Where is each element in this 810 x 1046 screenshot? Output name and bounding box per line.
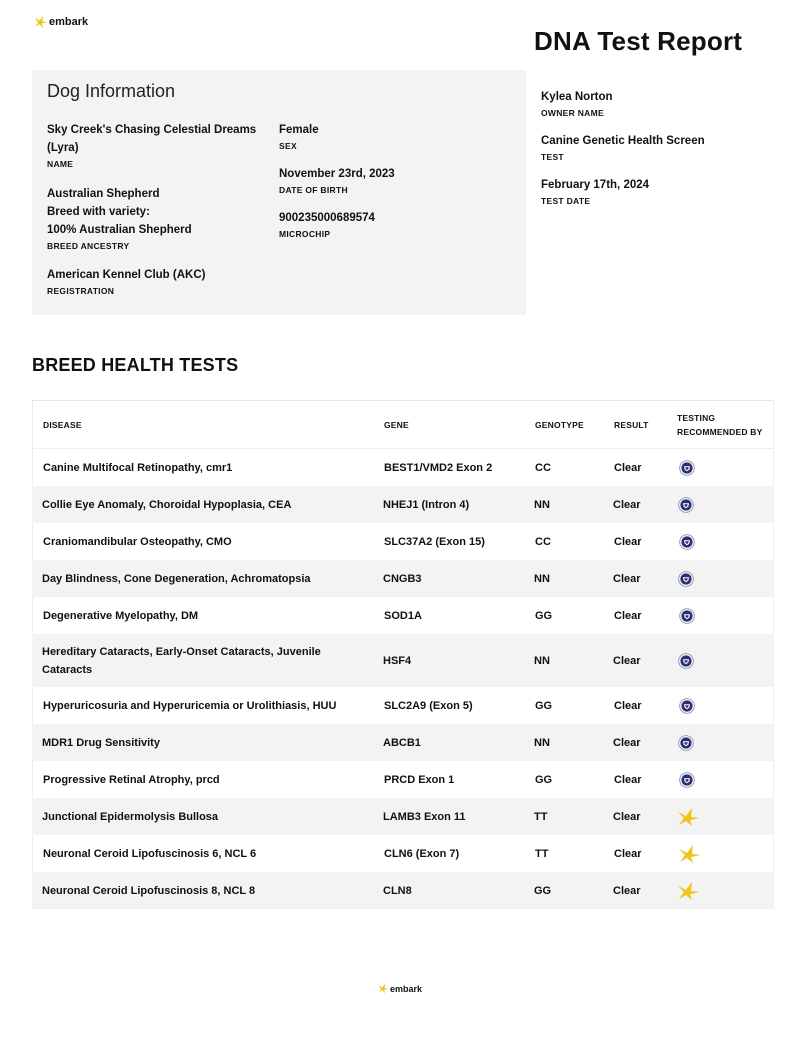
embark-star-icon [677,807,701,827]
table-row [32,798,774,835]
table-row [32,634,774,687]
gene-cell: CLN8 [383,884,412,897]
club-seal-icon [679,460,695,476]
footer-logo-text: embark [390,983,423,994]
header-testing-recommended-by [677,411,777,439]
sex-field [279,121,319,151]
test-value: Canine Genetic Health Screen [541,135,705,147]
table-row [32,687,774,724]
test-date-label: TEST DATE [541,196,591,206]
disease-cell: Neuronal Ceroid Lipofuscinosis 6, NCL 6 [43,847,257,860]
genotype-cell: GG [535,773,553,786]
club-seal-icon [679,608,695,624]
genotype-cell: CC [535,461,551,474]
gene-cell: CLN6 (Exon 7) [384,847,460,860]
result-cell: Clear [614,461,642,474]
dob-value: November 23rd, 2023 [279,168,395,180]
gene-cell: LAMB3 Exon 11 [383,810,466,823]
embark-star-icon [34,15,48,29]
genotype-cell: GG [535,609,553,622]
gene-cell: SOD1A [384,609,422,622]
test-label: TEST [541,152,564,162]
registration-field [47,266,205,296]
club-seal-icon [678,653,694,669]
microchip-label: MICROCHIP [279,229,331,239]
disease-cell: Neuronal Ceroid Lipofuscinosis 8, NCL 8 [42,884,256,897]
club-seal-icon [678,735,694,751]
disease-cell: MDR1 Drug Sensitivity [42,736,160,749]
footer-embark-logo [378,983,422,994]
table-row [32,761,774,798]
gene-cell: HSF4 [383,654,412,667]
test-field [541,132,705,162]
table-row [32,486,774,523]
club-seal-icon [679,534,695,550]
gene-cell: BEST1/VMD2 Exon 2 [384,461,493,474]
logo-text: embark [49,16,89,28]
genotype-cell: GG [534,884,552,897]
table-row [32,597,774,634]
result-cell: Clear [614,847,642,860]
report-title: DNA Test Report [534,26,743,56]
genotype-cell: GG [535,699,553,712]
header-gene: GENE [384,420,409,430]
embark-logo [34,15,88,29]
result-cell: Clear [613,654,641,667]
header-result: RESULT [614,420,649,430]
breed-health-tests-title: BREED HEALTH TESTS [32,355,239,375]
result-cell: Clear [613,884,641,897]
gene-cell: PRCD Exon 1 [384,773,455,786]
dog-information-panel [32,70,526,315]
club-seal-icon [679,772,695,788]
gene-cell: SLC2A9 (Exon 5) [384,699,473,712]
owner-name-field [541,88,613,118]
breed-line3: 100% Australian Shepherd [47,224,192,236]
header-disease: DISEASE [43,420,82,430]
genotype-cell: NN [534,498,550,511]
dog-name-field [47,121,256,169]
table-row [32,872,774,909]
header-recommended-line1: TESTING [677,413,716,423]
dog-name-line2: (Lyra) [47,142,79,154]
breed-ancestry-label: BREED ANCESTRY [47,241,130,251]
result-cell: Clear [613,572,641,585]
test-date-field [541,176,649,206]
registration-label: REGISTRATION [47,286,115,296]
date-of-birth-field [279,165,395,195]
table-row [32,835,774,872]
embark-star-icon [378,983,389,994]
table-header [32,401,774,449]
dog-name-line1: Sky Creek's Chasing Celestial Dreams [47,124,257,136]
gene-cell: SLC37A2 (Exon 15) [384,535,485,548]
dob-label: DATE OF BIRTH [279,185,348,195]
table-row [32,523,774,560]
genotype-cell: CC [535,535,551,548]
table-body [32,449,774,909]
health-tests-table [32,400,774,909]
header-recommended-line2: RECOMMENDED BY [677,427,763,437]
disease-cell: Progressive Retinal Atrophy, prcd [43,773,220,786]
table-row [32,724,774,761]
microchip-value: 900235000689574 [279,212,375,224]
result-cell: Clear [614,535,642,548]
disease-cell: Degenerative Myelopathy, DM [43,609,199,622]
genotype-cell: NN [534,572,550,585]
disease-cell: Collie Eye Anomaly, Choroidal Hypoplasia, CEA [42,498,292,511]
disease-cell: Junctional Epidermolysis Bullosa [42,810,219,823]
result-cell: Clear [613,498,641,511]
breed-ancestry-field [47,185,192,251]
sex-value: Female [279,124,319,136]
club-seal-icon [679,698,695,714]
club-seal-icon [678,497,694,513]
disease-cell: Hyperuricosuria and Hyperuricemia or Urolithiasis, HUU [43,699,337,712]
genotype-cell: TT [535,847,549,860]
breed-line1: Australian Shepherd [47,188,160,200]
disease-cell: Canine Multifocal Retinopathy, cmr1 [43,461,233,474]
result-cell: Clear [613,736,641,749]
genotype-cell: NN [534,736,550,749]
registration-value: American Kennel Club (AKC) [47,269,206,281]
result-cell: Clear [613,810,641,823]
club-seal-icon [678,571,694,587]
gene-cell: NHEJ1 (Intron 4) [383,498,470,511]
microchip-field [279,209,375,239]
genotype-cell: TT [534,810,548,823]
owner-name-value: Kylea Norton [541,91,613,103]
embark-star-icon [678,844,702,864]
disease-cell: Day Blindness, Cone Degeneration, Achromatopsia [42,572,311,585]
dog-name-label: NAME [47,159,74,169]
embark-star-icon [677,881,701,901]
gene-cell: CNGB3 [383,572,422,585]
result-cell: Clear [614,699,642,712]
header-genotype: GENOTYPE [535,420,584,430]
sex-label: SEX [279,141,297,151]
genotype-cell: NN [534,654,550,667]
test-date-value: February 17th, 2024 [541,179,650,191]
owner-name-label: OWNER NAME [541,108,604,118]
disease-cell: Craniomandibular Osteopathy, CMO [43,535,232,548]
disease-cell: Hereditary Cataracts, Early-Onset Cataracts, Juvenile Cataracts [42,645,321,676]
result-cell: Clear [614,609,642,622]
table-row [32,449,774,486]
breed-line2: Breed with variety: [47,206,150,218]
result-cell: Clear [614,773,642,786]
table-row [32,560,774,597]
dog-information-title: Dog Information [47,81,176,101]
gene-cell: ABCB1 [383,736,421,749]
